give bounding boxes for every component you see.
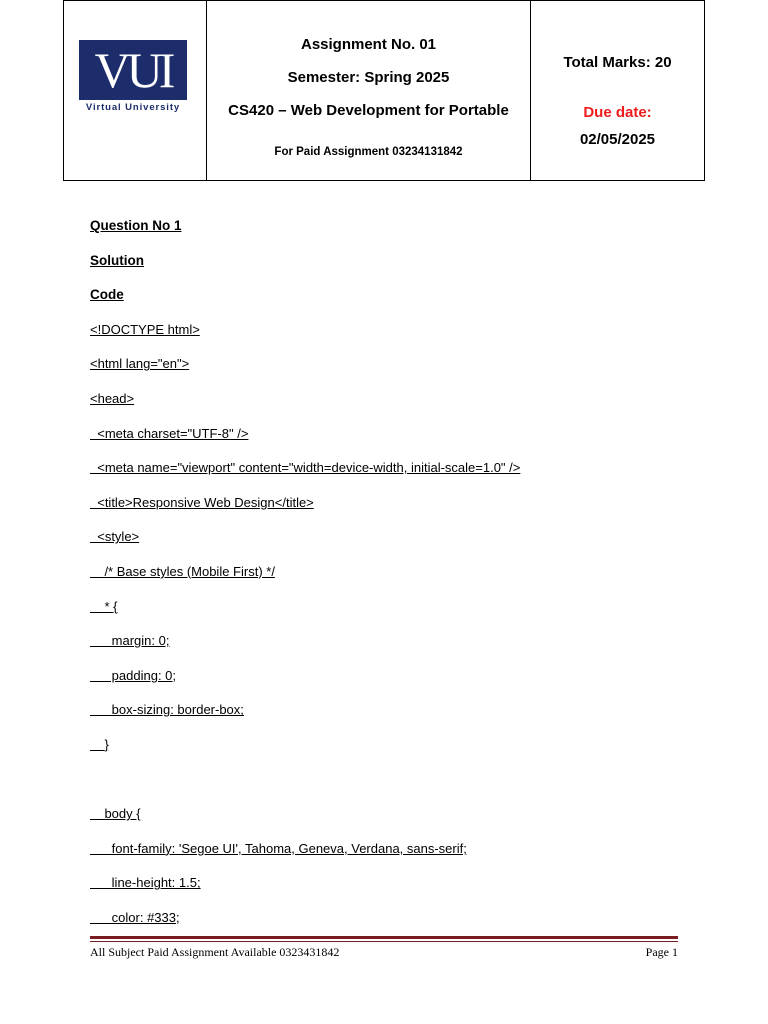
code-line: <title>Responsive Web Design</title> (90, 494, 314, 510)
university-logo (79, 40, 187, 113)
code-line: font-family: 'Segoe UI', Tahoma, Geneva, Verdana, sans-serif; (90, 840, 467, 856)
course-title: CS420 – Web Development for Portable (228, 102, 509, 119)
code-line: padding: 0; (90, 667, 177, 683)
logo-text: VUI (94, 42, 172, 98)
marks-cell (531, 1, 704, 180)
code-line: margin: 0; (90, 633, 170, 649)
code-line: <style> (90, 529, 140, 545)
code-line: line-height: 1.5; (90, 875, 201, 891)
header-table (63, 0, 705, 181)
footer-rule-thin (90, 941, 678, 942)
logo-cell (64, 1, 207, 180)
due-date-label: Due date: (583, 104, 652, 121)
footer-rule (90, 936, 678, 939)
assignment-info-cell (207, 1, 531, 180)
code-line: } (90, 736, 109, 752)
code-line: <html lang="en"> (90, 356, 190, 372)
code-block (90, 321, 690, 944)
logo-subtitle: Virtual University (85, 102, 181, 113)
code-line: <meta name="viewport" content="width=device-width, initial-scale=1.0" /> (90, 460, 521, 476)
code-line: /* Base styles (Mobile First) */ (90, 563, 275, 579)
total-marks: Total Marks: 20 (563, 54, 672, 71)
document-body (90, 217, 690, 943)
question-heading: Question No 1 (90, 218, 182, 233)
code-line: <meta charset="UTF-8" /> (90, 425, 249, 441)
code-heading: Code (90, 287, 124, 303)
code-line (90, 771, 690, 806)
code-line: <head> (90, 390, 135, 406)
code-line: * { (90, 598, 118, 614)
code-line: color: #333; (90, 909, 180, 925)
page-number: Page 1 (645, 945, 678, 959)
code-line: <!DOCTYPE html> (90, 321, 200, 337)
solution-heading: Solution (90, 252, 144, 268)
code-line: body { (90, 806, 141, 822)
code-line: box-sizing: border-box; (90, 702, 244, 718)
footer-note: All Subject Paid Assignment Available 0323431842 (90, 945, 340, 959)
assignment-number: Assignment No. 01 (300, 36, 437, 53)
logo-mark (79, 40, 187, 100)
due-date: 02/05/2025 (579, 131, 656, 148)
paid-assignment-note: For Paid Assignment 03234131842 (274, 146, 463, 158)
semester: Semester: Spring 2025 (287, 69, 450, 86)
